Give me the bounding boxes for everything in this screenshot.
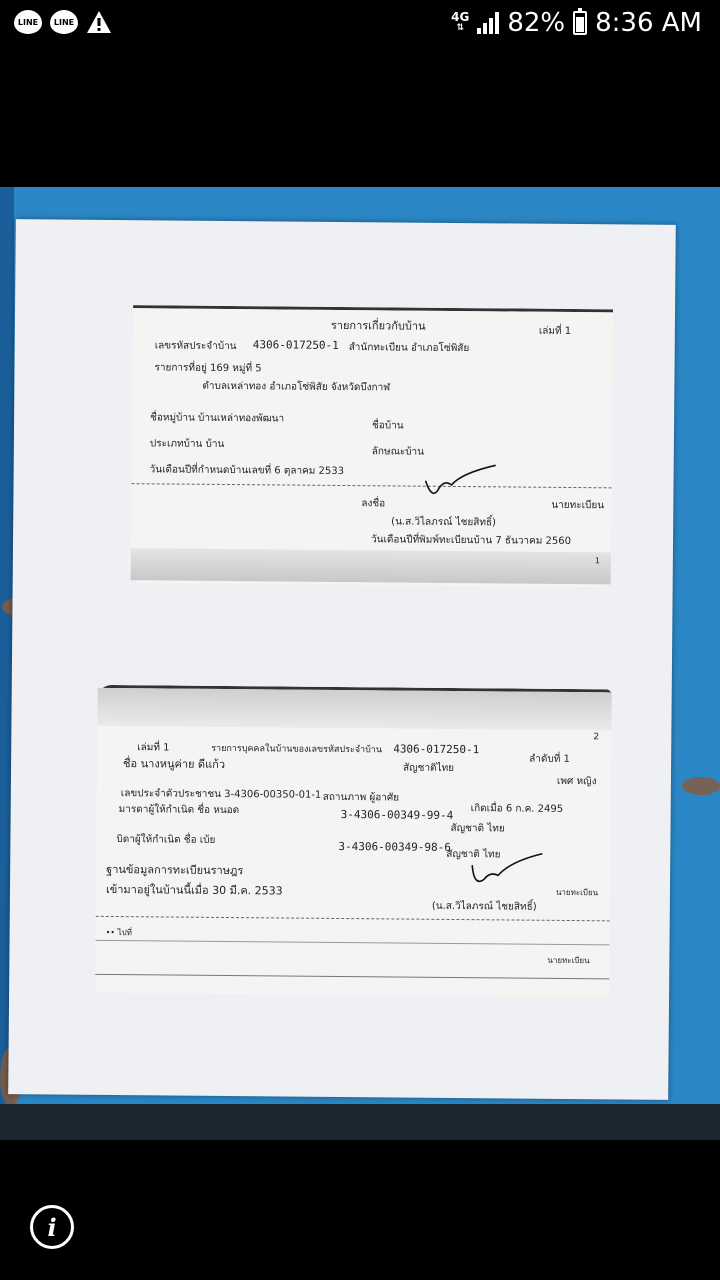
date-assigned: วันเดือนปีที่กำหนดบ้านเลขที่ 6 ตุลาคม 2533 bbox=[149, 464, 345, 478]
card-bottom-shade bbox=[131, 548, 611, 584]
mother-nationality: สัญชาติ ไทย bbox=[450, 822, 505, 835]
person-name: ชื่อ นางหนูค่าย ดีแก้ว bbox=[123, 757, 226, 771]
house-id-label: เลขรหัสประจำบ้าน bbox=[154, 340, 237, 353]
line-icon: LINE bbox=[14, 10, 42, 34]
divider bbox=[96, 916, 610, 921]
address-line2: ตำบลเหล่าทอง อำเภอโซ่พิสัย จังหวัดบึงกาฬ bbox=[202, 380, 391, 394]
registry-office: สำนักทะเบียน อำเภอโซ่พิสัย bbox=[348, 342, 470, 355]
book-number: เล่มที่ 1 bbox=[538, 325, 572, 337]
moved-out-label: •• ไปที่ bbox=[105, 927, 133, 938]
signature bbox=[421, 461, 501, 502]
divider bbox=[132, 483, 612, 488]
signal-icon bbox=[477, 12, 499, 34]
card-header: รายการบุคคลในบ้านของเลขรหัสประจำบ้าน bbox=[211, 743, 383, 756]
registrar-label: นายทะเบียน bbox=[555, 887, 599, 898]
card-top-shade bbox=[97, 688, 611, 730]
mother-id: 3-4306-00349-99-4 bbox=[340, 807, 454, 822]
table-edge bbox=[0, 1104, 720, 1140]
print-date: วันเดือนปีที่พิมพ์ทะเบียนบ้าน 7 ธันวาคม 2560 bbox=[370, 534, 572, 547]
stain bbox=[682, 777, 720, 795]
citizen-id: เลขประจำตัวประชาชน 3-4306-00350-01-1 bbox=[120, 788, 322, 801]
page-number: 1 bbox=[594, 556, 601, 566]
info-icon: i bbox=[47, 1212, 57, 1242]
birth-date: เกิดเมื่อ 6 ก.ค. 2495 bbox=[470, 803, 564, 815]
status-bar bbox=[0, 0, 720, 50]
note-line2: เข้ามาอยู่ในบ้านนี้เมื่อ 30 มี.ค. 2533 bbox=[105, 882, 283, 898]
paper-sheet bbox=[8, 219, 676, 1100]
father-id: 3-4306-00349-98-6 bbox=[338, 839, 452, 854]
registrar-name: (น.ส.วิไลภรณ์ ไชยสิทธิ์) bbox=[431, 900, 537, 913]
house-character-label: ลักษณะบ้าน bbox=[371, 446, 425, 458]
sign-label: ลงชื่อ bbox=[361, 498, 386, 510]
house-id: 4306-017250-1 bbox=[393, 742, 480, 757]
battery-percent: 82% bbox=[507, 8, 566, 38]
resident-status: สถานภาพ ผู้อาศัย bbox=[322, 791, 400, 804]
card-header: รายการเกี่ยวกับบ้าน bbox=[330, 318, 426, 333]
house-info-card bbox=[131, 305, 613, 587]
village-name: ชื่อหมู่บ้าน บ้านเหล่าทองพัฒนา bbox=[150, 412, 285, 425]
house-name-label: ชื่อบ้าน bbox=[371, 420, 404, 432]
note-line1: ฐานข้อมูลการทะเบียนราษฎร bbox=[106, 862, 244, 878]
registrar-label: นายทะเบียน bbox=[551, 499, 605, 512]
father-name: บิดาผู้ให้กำเนิด ชื่อ เบ้ย bbox=[116, 834, 216, 846]
nationality: สัญชาติไทย bbox=[403, 762, 455, 774]
line-icon: LINE bbox=[50, 10, 78, 34]
network-type: 4G ⇅ bbox=[451, 10, 470, 33]
address-label: รายการที่อยู่ 169 หมู่ที่ 5 bbox=[154, 362, 262, 375]
document-photo[interactable] bbox=[0, 187, 720, 1140]
registrar-label-2: นายทะเบียน bbox=[547, 955, 590, 966]
order-number: ลำดับที่ 1 bbox=[529, 753, 570, 765]
signature bbox=[466, 851, 546, 892]
house-type: ประเภทบ้าน บ้าน bbox=[149, 438, 225, 450]
mother-name: มารดาผู้ให้กำเนิด ชื่อ หนอด bbox=[118, 804, 240, 817]
house-id: 4306-017250-1 bbox=[252, 338, 339, 352]
person-info-card bbox=[95, 685, 612, 997]
page-number: 2 bbox=[593, 732, 600, 743]
sex: เพศ หญิง bbox=[556, 775, 597, 788]
divider bbox=[95, 974, 609, 979]
divider bbox=[96, 940, 610, 945]
warning-icon bbox=[86, 10, 112, 34]
clock: 8:36 AM bbox=[595, 8, 702, 38]
notification-icons bbox=[14, 10, 112, 34]
registrar-name: (น.ส.วิไลภรณ์ ไชยสิทธิ์) bbox=[391, 516, 497, 529]
info-button[interactable] bbox=[30, 1205, 74, 1249]
father-nationality: สัญชาติ ไทย bbox=[446, 848, 501, 861]
book-number: เล่มที่ 1 bbox=[137, 742, 170, 754]
battery-icon bbox=[573, 11, 587, 35]
